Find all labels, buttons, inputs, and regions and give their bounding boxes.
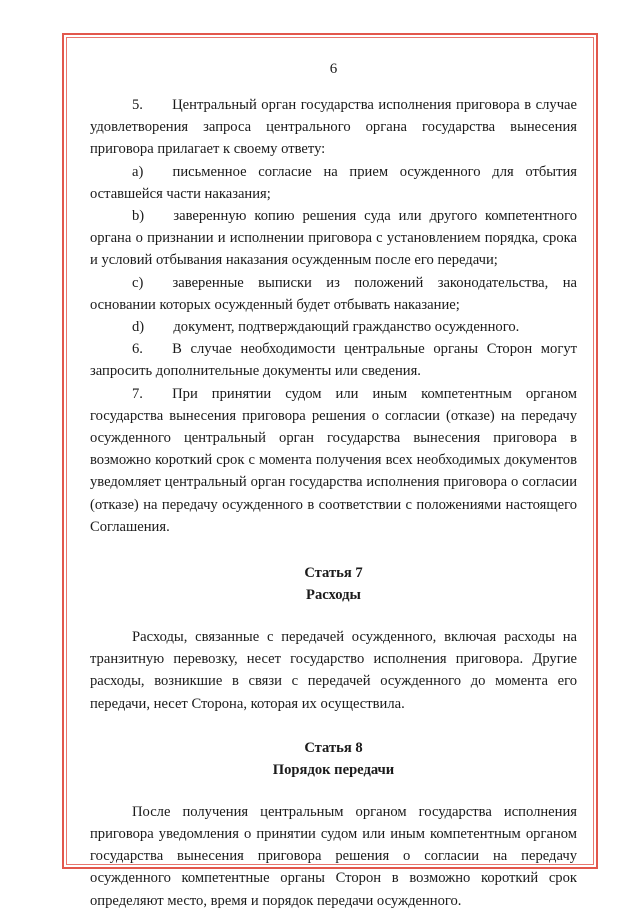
article-8-text: После получения центральным органом государства исполнения приговора уведомления о принятии судом или иным компетентным органом государства вынесения приговора решения о согласии на передачу осужденного компетентные органы Сторон в возможно короткий срок определяют место, время и порядок передачи осужденного. xyxy=(90,803,577,909)
clause-5-d: d) документ, подтверждающий гражданство осужденного. xyxy=(132,319,520,336)
article-8-title: Статья 8 xyxy=(304,739,363,756)
article-7-subtitle: Расходы xyxy=(306,587,361,604)
page-number: 6 xyxy=(329,61,338,77)
clause-5-b: b) заверенную копию решения суда или другого компетентного органа о признании и исполнении приговора с установлением порядка, срока и условий отбывания наказания осужденным после его передачи; xyxy=(90,208,577,269)
document-content xyxy=(90,58,577,912)
clause-6: 6. В случае необходимости центральные органы Сторон могут запросить дополнительные документы или сведения. xyxy=(90,341,577,380)
clause-5-c: с) заверенные выписки из положений законодательства, на основании которых осужденный будет отбывать наказание; xyxy=(90,274,577,313)
clause-5-a: а) письменное согласие на прием осужденного для отбытия оставшейся части наказания; xyxy=(90,163,577,202)
article-8-subtitle: Порядок передачи xyxy=(272,761,395,778)
article-7-title: Статья 7 xyxy=(304,565,363,582)
clause-5: 5. Центральный орган государства исполнения приговора в случае удовлетворения запроса центрального органа государства вынесения приговора прилагает к своему ответу: xyxy=(90,97,577,158)
clause-7: 7. При принятии судом или иным компетентным органом государства вынесения приговора решения о согласии (отказе) на передачу осужденного центральный орган государства вынесения приговора в возможно короткий срок с момента получения всех необходимых документов уведомляет центральный орган государства исполнения приговора о согласии (отказе) на передачу осужденного в соответствии с положениями настоящего Соглашения. xyxy=(90,385,577,535)
article-7-text: Расходы, связанные с передачей осужденного, включая расходы на транзитную перевозку, несет государство исполнения приговора. Другие расходы, возникшие в связи с передачей осужденного до момента его передачи, несет Сторона, которая их осуществила. xyxy=(90,629,577,712)
